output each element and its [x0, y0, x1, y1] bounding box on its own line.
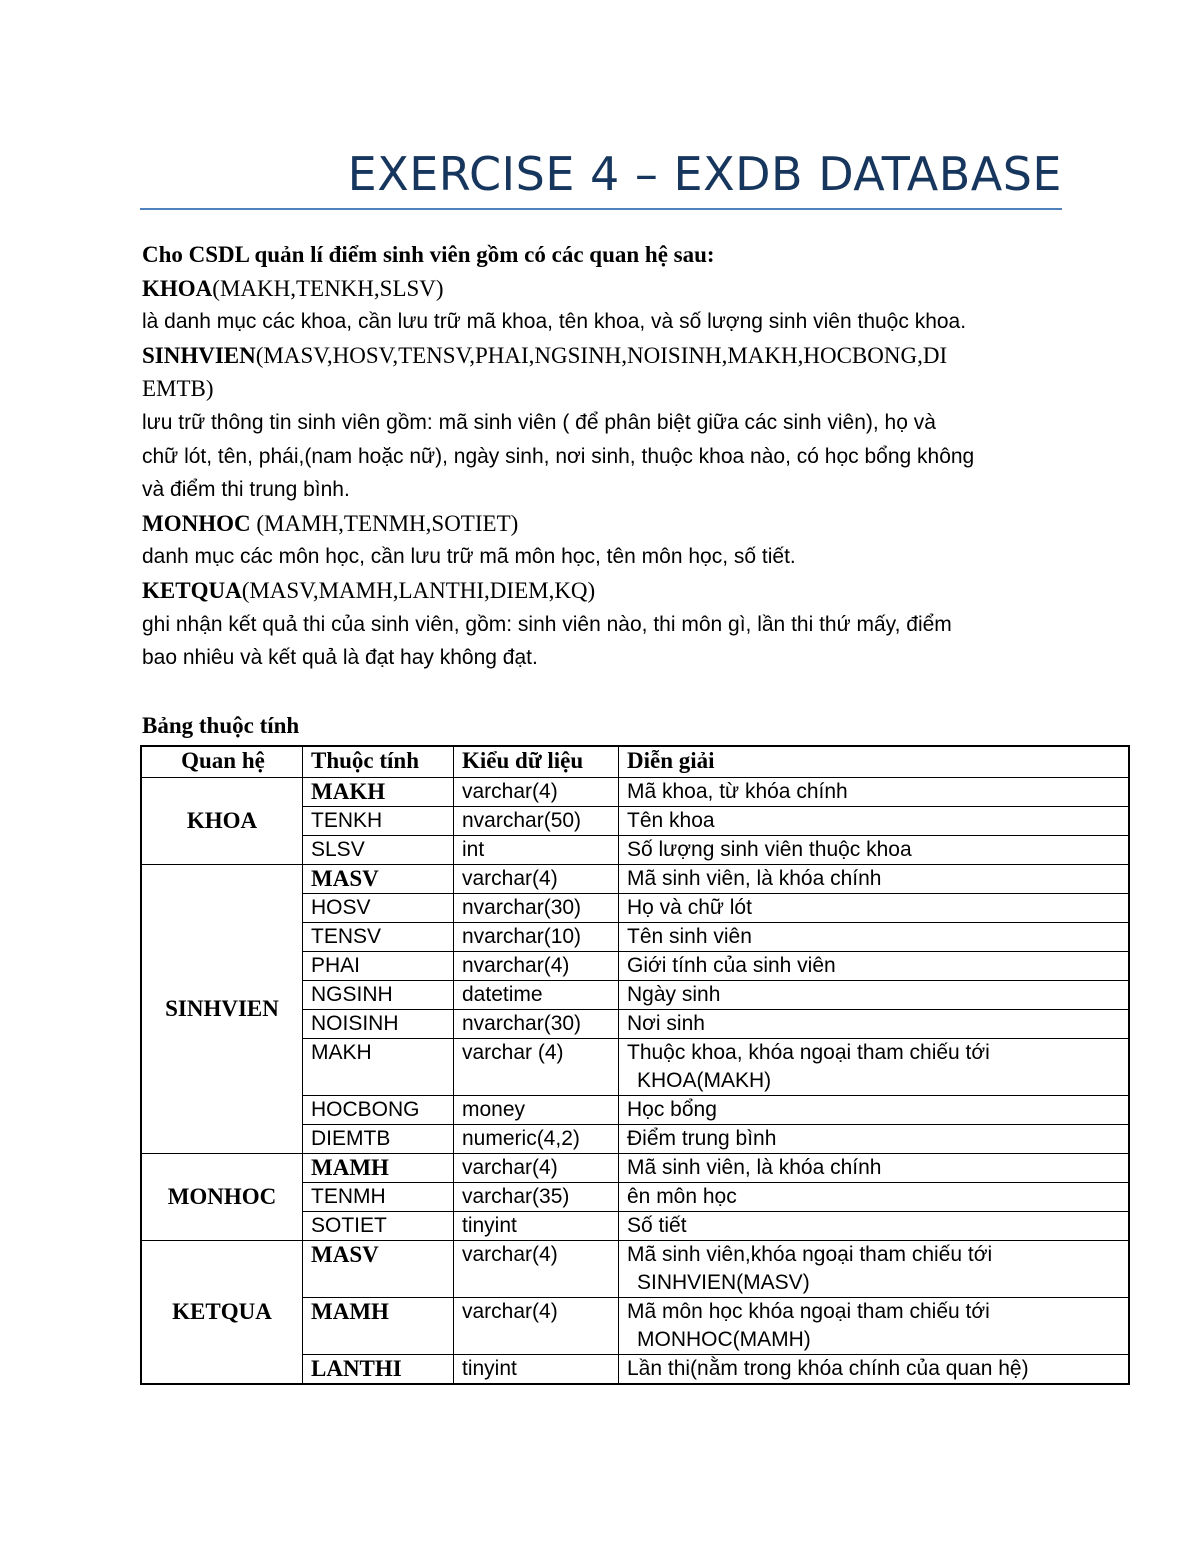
type-cell: nvarchar(30): [454, 894, 619, 923]
attr-cell: NGSINH: [303, 981, 454, 1010]
desc-cell: Số lượng sinh viên thuộc khoa: [619, 836, 1130, 865]
relation-desc: chữ lót, tên, phái,(nam hoặc nữ), ngày sinh, nơi sinh, thuộc khoa nào, có học bổng không: [142, 444, 975, 468]
attr-cell: NOISINH: [303, 1010, 454, 1039]
desc-cell: [619, 1241, 1130, 1298]
desc-cell: [619, 1039, 1130, 1096]
type-cell: nvarchar(30): [454, 1010, 619, 1039]
relation-cell: SINHVIEN: [141, 865, 303, 1154]
type-cell: varchar(4): [454, 1154, 619, 1183]
attr-cell: SLSV: [303, 836, 454, 865]
desc-cell: Mã khoa, từ khóa chính: [619, 778, 1130, 807]
relation-attrs: (MASV,MAMH,LANTHI,DIEM,KQ): [241, 577, 596, 603]
header-relation: Quan hệ: [141, 746, 303, 778]
type-cell: nvarchar(4): [454, 952, 619, 981]
attr-cell: TENSV: [303, 923, 454, 952]
attr-cell: MAMH: [303, 1298, 454, 1355]
desc-cell: Giới tính của sinh viên: [619, 952, 1130, 981]
attr-cell: MAMH: [303, 1154, 454, 1183]
attr-cell: MAKH: [303, 1039, 454, 1096]
desc-line: Mã sinh viên,khóa ngoại tham chiếu tới: [627, 1243, 993, 1266]
relation-name: KHOA: [142, 275, 213, 301]
relation-name: SINHVIEN: [142, 342, 256, 368]
relation-name: KETQUA: [142, 577, 242, 603]
header-datatype: Kiểu dữ liệu: [454, 746, 619, 778]
relation-desc: và điểm thi trung bình.: [142, 478, 350, 502]
desc-cell: ên môn học: [619, 1183, 1130, 1212]
intro-line: [142, 238, 1062, 272]
relation-khoa: [142, 272, 1062, 306]
desc-line: Mã môn học khóa ngoại tham chiếu tới: [627, 1300, 990, 1323]
table-row: [141, 865, 1129, 894]
attr-cell: TENMH: [303, 1183, 454, 1212]
table-row: [141, 778, 1129, 807]
type-cell: varchar(4): [454, 1241, 619, 1298]
type-cell: tinyint: [454, 1355, 619, 1385]
relation-desc: danh mục các môn học, cần lưu trữ mã môn học, tên môn học, số tiết.: [142, 545, 796, 569]
relation-attrs: (MASV,HOSV,TENSV,PHAI,NGSINH,NOISINH,MAKH,HOCBONG,DI: [255, 342, 948, 368]
relation-monhoc: [142, 507, 1062, 541]
desc-cell: Mã sinh viên, là khóa chính: [619, 1154, 1130, 1183]
desc-cell: Tên khoa: [619, 807, 1130, 836]
desc-cell: [619, 1298, 1130, 1355]
desc-cell: Điểm trung bình: [619, 1125, 1130, 1154]
attr-cell: PHAI: [303, 952, 454, 981]
type-cell: int: [454, 836, 619, 865]
desc-line: KHOA(MAKH): [637, 1069, 772, 1092]
table-row: [141, 1241, 1129, 1298]
relation-cell: KHOA: [141, 778, 303, 865]
attr-cell: SOTIET: [303, 1212, 454, 1241]
type-cell: numeric(4,2): [454, 1125, 619, 1154]
relation-cell: KETQUA: [141, 1241, 303, 1385]
attr-cell: MASV: [303, 1241, 454, 1298]
relation-cell: MONHOC: [141, 1154, 303, 1241]
type-cell: varchar(4): [454, 865, 619, 894]
desc-cell: Mã sinh viên, là khóa chính: [619, 865, 1130, 894]
header-attribute: Thuộc tính: [303, 746, 454, 778]
desc-line: MONHOC(MAMH): [637, 1328, 811, 1351]
desc-cell: Số tiết: [619, 1212, 1130, 1241]
relation-attrs: (MAKH,TENKH,SLSV): [212, 275, 444, 301]
desc-line: Thuộc khoa, khóa ngoại tham chiếu tới: [627, 1041, 990, 1064]
relation-desc: là danh mục các khoa, cần lưu trữ mã khoa, tên khoa, và số lượng sinh viên thuộc khoa.: [142, 310, 967, 334]
desc-cell: Học bổng: [619, 1096, 1130, 1125]
type-cell: varchar(4): [454, 778, 619, 807]
desc-cell: Nơi sinh: [619, 1010, 1130, 1039]
relation-desc: lưu trữ thông tin sinh viên gồm: mã sinh viên ( để phân biệt giữa các sinh viên), họ và: [142, 410, 936, 434]
attr-cell: LANTHI: [303, 1355, 454, 1385]
attr-cell: HOCBONG: [303, 1096, 454, 1125]
description-block: [142, 238, 1062, 675]
attr-cell: MASV: [303, 865, 454, 894]
intro-text: Cho CSDL quản lí điểm sinh viên gồm có các quan hệ sau:: [142, 242, 715, 267]
attribute-table: [140, 745, 1130, 1385]
type-cell: varchar (4): [454, 1039, 619, 1096]
desc-cell: Lần thi(nằm trong khóa chính của quan hệ): [619, 1355, 1130, 1385]
type-cell: nvarchar(50): [454, 807, 619, 836]
type-cell: datetime: [454, 981, 619, 1010]
table-row: [141, 1154, 1129, 1183]
desc-cell: Họ và chữ lót: [619, 894, 1130, 923]
type-cell: varchar(4): [454, 1298, 619, 1355]
relation-name: MONHOC: [142, 510, 251, 536]
relation-desc: ghi nhận kết quả thi của sinh viên, gồm: sinh viên nào, thi môn gì, lần thi thứ mấy, điểm: [142, 612, 952, 636]
type-cell: varchar(35): [454, 1183, 619, 1212]
table-caption: Bảng thuộc tính: [142, 713, 300, 738]
attr-cell: MAKH: [303, 778, 454, 807]
type-cell: nvarchar(10): [454, 923, 619, 952]
title-underline: [140, 208, 1062, 210]
desc-cell: Tên sinh viên: [619, 923, 1130, 952]
page-title: EXERCISE 4 – EXDB DATABASE: [347, 147, 1062, 201]
attr-cell: TENKH: [303, 807, 454, 836]
relation-attrs-cont: EMTB): [142, 376, 214, 402]
attr-cell: HOSV: [303, 894, 454, 923]
desc-cell: Ngày sinh: [619, 981, 1130, 1010]
type-cell: money: [454, 1096, 619, 1125]
header-description: Diễn giải: [619, 746, 1130, 778]
relation-desc: bao nhiêu và kết quả là đạt hay không đạt.: [142, 646, 538, 670]
desc-line: SINHVIEN(MASV): [637, 1271, 810, 1294]
relation-ketqua: [142, 574, 1062, 608]
relation-sinhvien: [142, 339, 1062, 373]
relation-attrs: (MAMH,TENMH,SOTIET): [250, 510, 519, 536]
type-cell: tinyint: [454, 1212, 619, 1241]
attr-cell: DIEMTB: [303, 1125, 454, 1154]
table-header-row: [141, 746, 1129, 778]
